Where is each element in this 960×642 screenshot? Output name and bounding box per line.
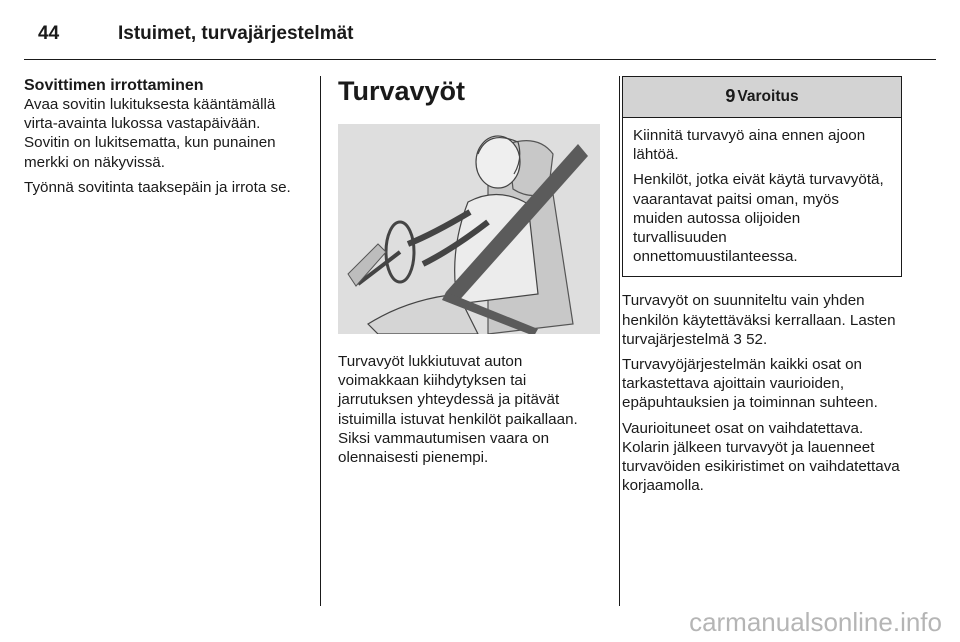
warning-icon: 9 (725, 86, 736, 107)
column-1 (24, 76, 308, 203)
watermark: carmanualsonline.info (689, 607, 942, 637)
column-2 (338, 76, 600, 473)
paragraph: Vaurioituneet osat on vaihdatettava. Kolarin jälkeen turvavyöt ja lauenneet turvavöiden esikiristimet on vaihdatettava korjaamolla. (622, 419, 900, 495)
page-number: 44 (38, 23, 60, 44)
warning-body (623, 118, 901, 276)
page-header (38, 18, 353, 50)
warning-header (623, 77, 901, 118)
paragraph: Turvavyöt on suunniteltu vain yhden henkilön käytettäväksi kerrallaan. Lasten turvajärjestelmä 3 52. (622, 292, 896, 348)
section-heading-seat-belts: Turvavyöt (338, 76, 466, 106)
paragraph: Turvavyöt lukkiutuvat auton voimakkaan kiihdytyksen tai jarrutuksen yhteydessä ja pitävät istuimilla istuvat henkilöt paikallaan. Siksi vammautumisen vaara on olennaisesti pienempi. (338, 353, 578, 467)
section-heading-adapter-removal: Sovittimen irrottaminen (24, 77, 204, 94)
warning-paragraph: Henkilöt, jotka eivät käytä turvavyötä, vaarantavat paitsi oman, myös muiden autossa olijoiden turvallisuuden onnettomuustilanteessa. (633, 171, 884, 266)
paragraph: Avaa sovitin lukituksesta kääntämällä virta-avainta lukossa vastapäivään. Sovitin on lukitsematta, kun punainen merkki on näkyvissä. (24, 96, 276, 171)
warning-title: Varoitus (737, 88, 799, 106)
warning-paragraph: Kiinnitä turvavyö aina ennen ajoon lähtöä. (633, 127, 866, 164)
paragraph: Turvavyöjärjestelmän kaikki osat on tarkastettava ajoittain vaurioiden, epäpuhtauksien ja toiminnan suhteen. (622, 356, 878, 412)
column-3 (622, 76, 902, 501)
column-divider-2 (619, 76, 620, 606)
warning-box (622, 76, 902, 277)
paragraph: Työnnä sovitinta taaksepäin ja irrota se. (24, 178, 291, 196)
header-divider (24, 59, 936, 60)
seat-belt-illustration (338, 124, 600, 334)
column-divider-1 (320, 76, 321, 606)
page-title: Istuimet, turvajärjestelmät (118, 23, 354, 44)
